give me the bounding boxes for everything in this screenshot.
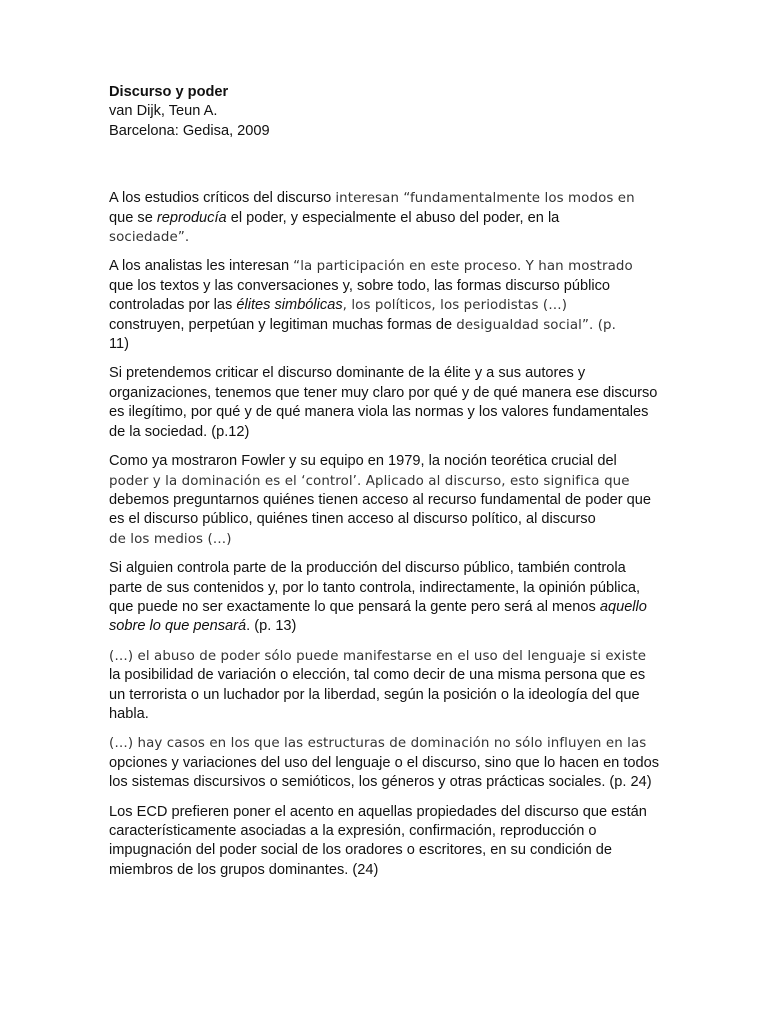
paragraph-5-emphasis: aquello sobre lo que pensará	[109, 598, 647, 635]
paragraph-7-quote: (…) hay casos en los que las estructuras de dominación no sólo influyen en las	[109, 736, 647, 752]
paragraph-6-text: la posibilidad de variación o elección, tal como decir de una misma persona que es un terrorista o un luchador por la liberdad, según la posición o la ideología del que habla.	[109, 667, 646, 722]
book-reference	[109, 83, 661, 141]
paragraph-7-text: opciones y variaciones del uso del lenguaje o el discurso, sino que lo hacen en todos los sistemas discursivos o semióticos, los géneros y otras prácticas sociales. (p. 24)	[109, 754, 660, 791]
book-publisher: Barcelona: Gedisa, 2009	[109, 122, 270, 139]
paragraph-4-text: Como ya mostraron Fowler y su equipo en 1979, la noción teorética crucial del	[109, 453, 617, 470]
paragraph-1-quote: interesan “fundamentalmente los modos en	[335, 191, 635, 207]
paragraph-6-quote: (…) el abuso de poder sólo puede manifestarse en el uso del lenguaje si existe	[109, 648, 647, 664]
document-body	[109, 83, 661, 890]
paragraph-7	[109, 734, 661, 792]
paragraph-2-text: A los analistas les interesan	[109, 258, 294, 275]
paragraph-1	[109, 189, 661, 247]
paragraph-4-quote: poder y la dominación es el ‘control’. Aplicado al discurso, esto significa que	[109, 473, 630, 489]
paragraph-1-quote-end: sociedade”.	[109, 230, 190, 246]
paragraph-1-text-2: que se	[109, 209, 157, 226]
paragraph-1-text-3: el poder, y especialmente el abuso del poder, en la	[226, 209, 560, 226]
book-author: van Dijk, Teun A.	[109, 103, 218, 120]
paragraph-2-quote: “la participación en este proceso. Y han mostrado	[293, 259, 633, 275]
paragraph-5	[109, 559, 661, 637]
paragraph-2-quote-2: , los políticos, los periodistas (…)	[342, 298, 568, 314]
paragraph-2-text-3: construyen, perpetúan y legitiman muchas formas de	[109, 316, 457, 333]
paragraph-1-emphasis: reproducía	[156, 209, 227, 226]
paragraph-1-text: A los estudios críticos del discurso	[109, 190, 336, 207]
paragraph-4	[109, 452, 661, 549]
paragraph-2	[109, 257, 661, 354]
paragraph-8: Los ECD prefieren poner el acento en aquellas propiedades del discurso que están característicamente asociadas a la expresión, confirmación, reproducción o impugnación del poder social de los oradores o escritores, en su condición de miembros de los grupos dominantes. (24)	[109, 803, 647, 878]
paragraph-4-quote-end: de los medios (…)	[109, 531, 232, 547]
paragraph-5-page: . (p. 13)	[246, 618, 297, 635]
paragraph-2-emphasis: élites simbólicas	[236, 297, 343, 314]
paragraph-3: Si pretendemos criticar el discurso dominante de la élite y a sus autores y organizaciones, tenemos que tener muy claro por qué y de qué manera ese discurso es ilegítimo, por qué y de qué manera viola las normas y los valores fundamentales de la sociedad. (p.12)	[109, 365, 658, 440]
paragraph-4-text-2: debemos preguntarnos quiénes tienen acceso al recurso fundamental de poder que es el discurso público, quiénes tinen acceso al discurso político, al discurso	[109, 491, 651, 528]
paragraph-2-page: 11)	[109, 336, 130, 353]
paragraph-6	[109, 647, 661, 725]
paragraph-5-text: Si alguien controla parte de la producción del discurso público, también controla parte de sus contenidos y, por lo tanto controla, indirectamente, la opinión pública, que puede no ser exactamente lo que pensará la gente pero será al menos	[109, 560, 641, 615]
paragraph-2-quote-3: desigualdad social”. (p.	[456, 317, 617, 333]
book-title: Discurso y poder	[109, 84, 229, 100]
paragraph-2-text-2: que los textos y las conversaciones y, sobre todo, las formas discurso público controladas por las	[109, 277, 611, 314]
